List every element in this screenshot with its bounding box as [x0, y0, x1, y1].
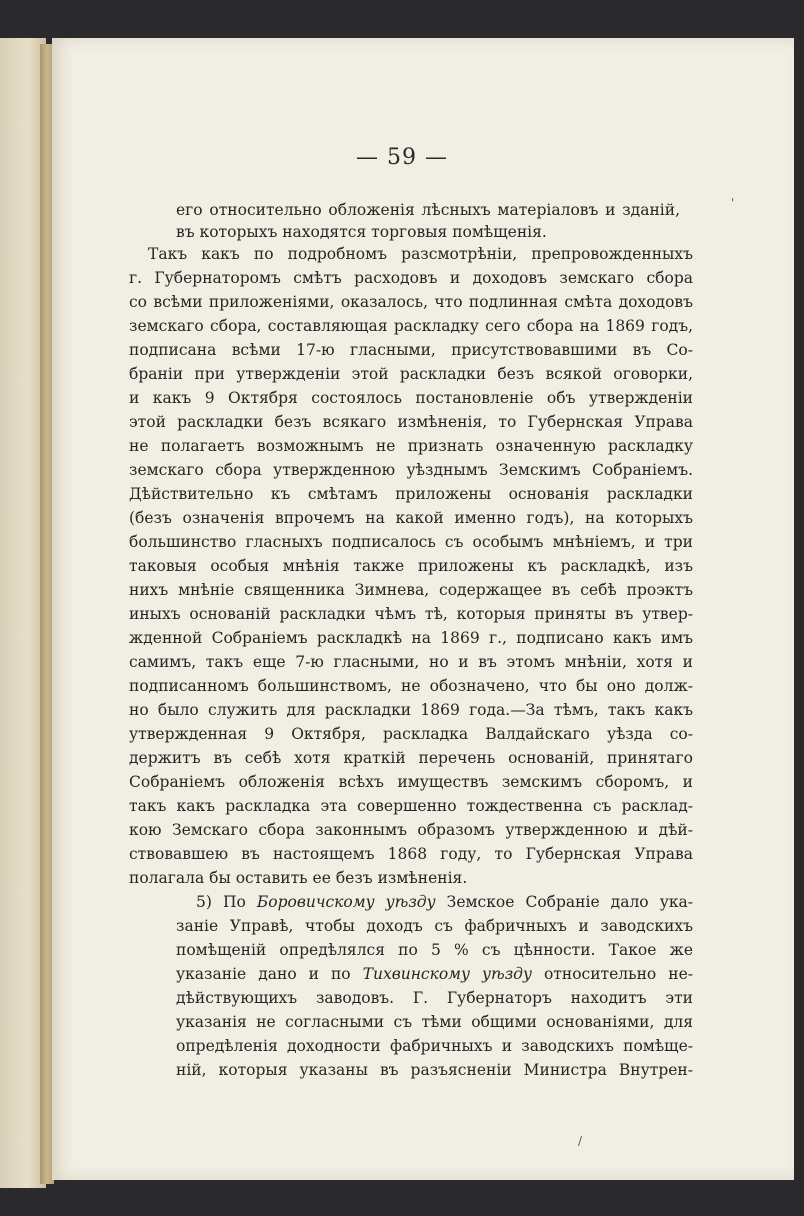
- text-line: г. Губернаторомъ смѣтъ расходовъ и доходовъ земскаго сбора: [129, 269, 693, 287]
- text-line: 5) По Боровичскому уѣзду Земское Собраніе дало ука-: [196, 893, 693, 911]
- italic-phrase: Тихвинскому уѣзду: [362, 965, 532, 983]
- text-line: самимъ, такъ еще 7-ю гласными, но и въ этомъ мнѣніи, хотя и: [129, 653, 693, 671]
- text-line: утвержденная 9 Октября, раскладка Валдайскаго уѣзда со-: [129, 725, 693, 743]
- text-line: Собраніемъ обложенія всѣхъ имуществъ земскимъ сборомъ, и: [129, 773, 693, 791]
- text-line: помѣщеній опредѣлялся по 5 % съ цѣнности. Такое же: [176, 941, 693, 959]
- text-line: большинство гласныхъ подписалось съ особымъ мнѣніемъ, и три: [129, 533, 693, 551]
- text-line: указанія не согласными съ тѣми общими основаніями, для: [176, 1013, 693, 1031]
- text-line: указаніе дано и по Тихвинскому уѣзду относительно не-: [176, 965, 693, 983]
- text-line: ній, которыя указаны въ разъясненіи Министра Внутрен-: [176, 1061, 693, 1079]
- text-line: земскаго сбора утвержденною уѣзднымъ Земскимъ Собраніемъ.: [129, 461, 693, 479]
- text-line: иныхъ основаній раскладки чѣмъ тѣ, которыя приняты въ утвер-: [129, 605, 693, 623]
- text-line: Дѣйствительно къ смѣтамъ приложены основанія раскладки: [129, 485, 693, 503]
- text-line: таковыя особыя мнѣнія также приложены къ раскладкѣ, изъ: [129, 557, 693, 575]
- text-line: полагала бы оставить ее безъ измѣненія.: [129, 869, 468, 887]
- text-line: кою Земскаго сбора законнымъ образомъ утвержденною и дѣй-: [129, 821, 693, 839]
- text-line: не полагаетъ возможнымъ не признать означенную раскладку: [129, 437, 693, 455]
- text-line: со всѣми приложеніями, оказалось, что подлинная смѣта доходовъ: [129, 293, 693, 311]
- text-line: (безъ означенія впрочемъ на какой именно годъ), на которыхъ: [129, 509, 693, 527]
- margin-tick-mark: ': [731, 196, 735, 210]
- text-line: и какъ 9 Октября состоялось постановленіе объ утвержденіи: [129, 389, 693, 407]
- text-line: но было служить для раскладки 1869 года.—За тѣмъ, такъ какъ: [129, 701, 693, 719]
- text-line: земскаго сбора, составляющая раскладку сего сбора на 1869 годъ,: [129, 317, 693, 335]
- italic-phrase: Боровичскому уѣзду: [256, 893, 436, 911]
- margin-tick-mark: /: [578, 1134, 583, 1148]
- text-line: жденной Собраніемъ раскладкѣ на 1869 г., подписано какъ имъ: [129, 629, 693, 647]
- text-line: такъ какъ раскладка эта совершенно тождественна съ расклад-: [129, 797, 693, 815]
- text-line: этой раскладки безъ всякаго измѣненія, то Губернская Управа: [129, 413, 693, 431]
- text-line: Такъ какъ по подробномъ разсмотрѣніи, препровожденныхъ: [148, 245, 693, 263]
- text-line: опредѣленія доходности фабричныхъ и заводскихъ помѣще-: [176, 1037, 693, 1055]
- text-line: нихъ мнѣніе священника Зимнева, содержащее въ себѣ проэктъ: [129, 581, 693, 599]
- text-line: держитъ въ себѣ хотя краткій перечень основаній, принятаго: [129, 749, 693, 767]
- text-line: ствовавшею въ настоящемъ 1868 году, то Губернская Управа: [129, 845, 693, 863]
- text-line: въ которыхъ находятся торговыя помѣщенія.: [176, 223, 547, 241]
- text-line: заніе Управѣ, чтобы доходъ съ фабричныхъ и заводскихъ: [176, 917, 693, 935]
- text-line: подписана всѣми 17-ю гласными, присутствовавшими въ Со-: [129, 341, 693, 359]
- text-line: дѣйствующихъ заводовъ. Г. Губернаторъ находитъ эти: [176, 989, 693, 1007]
- text-line: его относительно обложенія лѣсныхъ матеріаловъ и зданій,: [176, 201, 680, 219]
- page-number: — 59 —: [356, 145, 448, 170]
- text-line: подписанномъ большинствомъ, не обозначено, что бы оно долж-: [129, 677, 693, 695]
- text-line: браніи при утвержденіи этой раскладки безъ всякой оговорки,: [129, 365, 693, 383]
